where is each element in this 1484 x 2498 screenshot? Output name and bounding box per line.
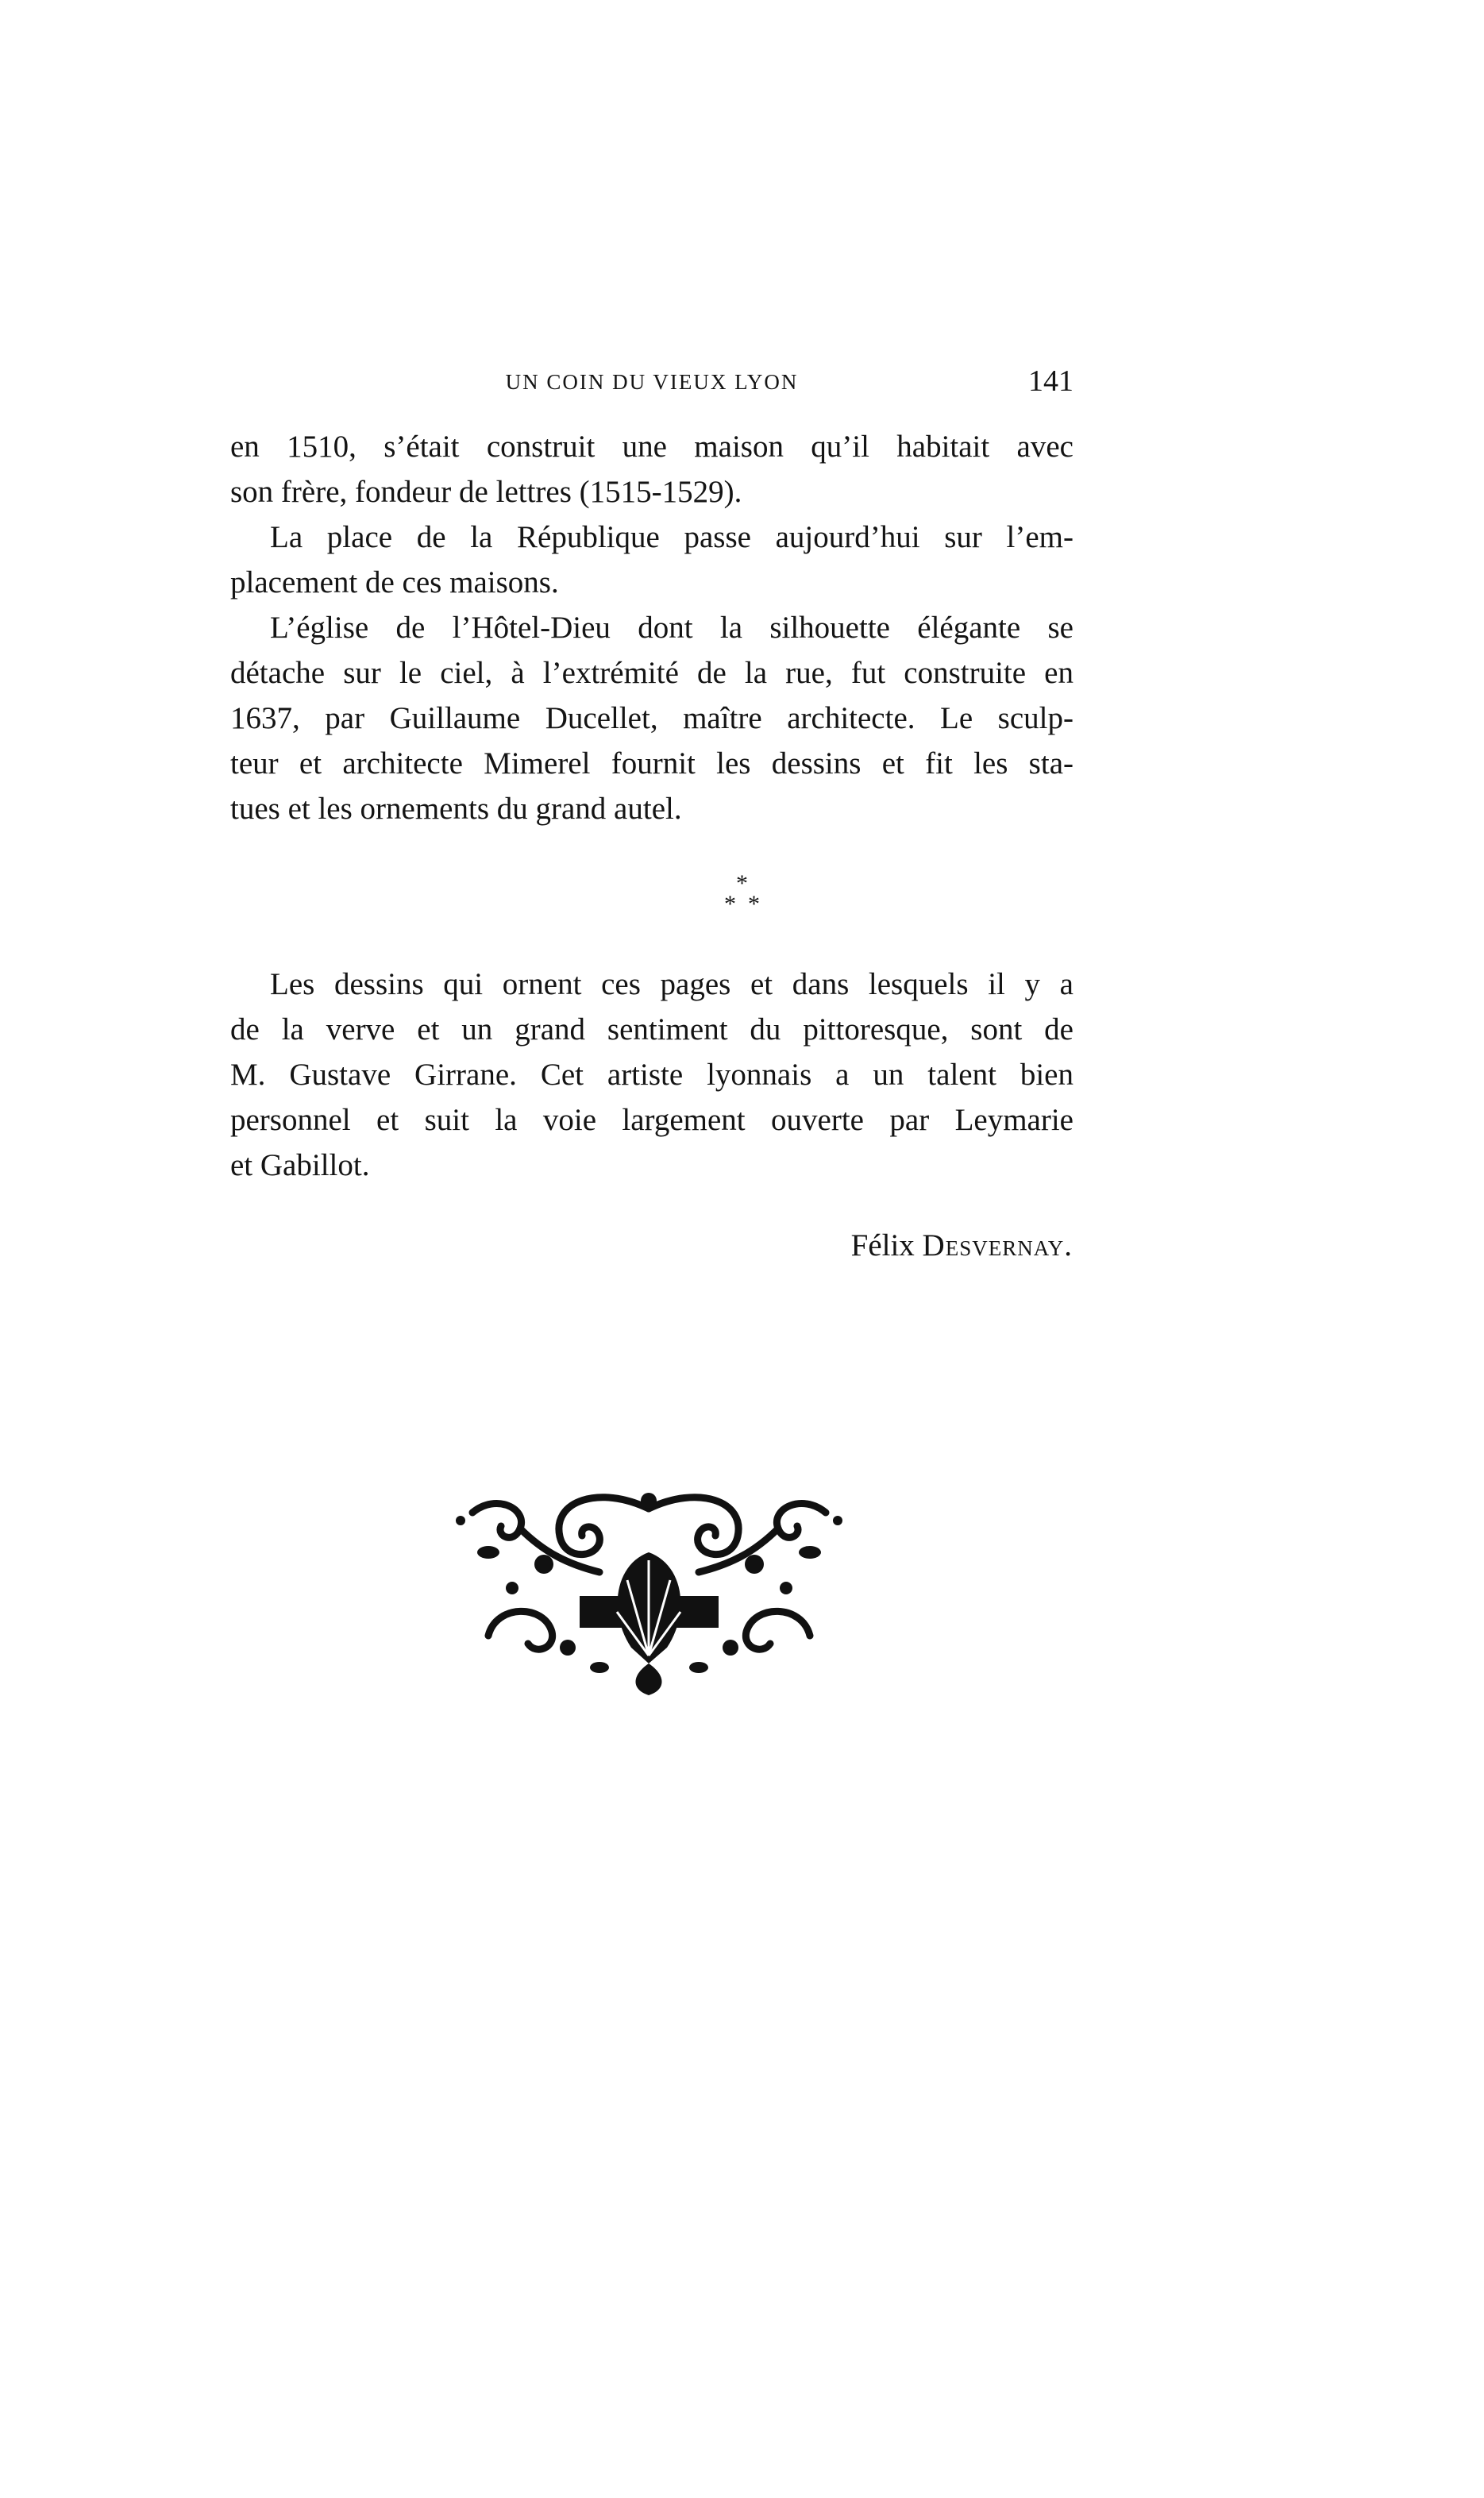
author-last-name: Desvernay. xyxy=(922,1228,1073,1262)
page-number: 141 xyxy=(1028,364,1073,398)
text-line: L’église de l’Hôtel-Dieu dont la silhouette élégante se xyxy=(270,611,1073,645)
text-line: de la verve et un grand sentiment du pittoresque, sont de xyxy=(230,1012,1073,1047)
text-line: Les dessins qui ornent ces pages et dans lesquels il y a xyxy=(270,967,1073,1001)
asterism-top: * xyxy=(736,870,748,896)
text-line: personnel et suit la voie largement ouverte par Leymarie xyxy=(230,1103,1073,1137)
text-line: en 1510, s’était construit une maison qu’il habitait avec xyxy=(230,430,1073,464)
text-line: 1637, par Guillaume Ducellet, maître architecte. Le sculp- xyxy=(230,701,1073,735)
text-line: placement de ces maisons. xyxy=(230,565,559,599)
text-line: La place de la République passe aujourd’hui sur l’em- xyxy=(270,520,1073,554)
text-line: tues et les ornements du grand autel. xyxy=(230,792,682,826)
decorative-ornament-icon xyxy=(441,1477,858,1699)
body-text-top xyxy=(230,424,1073,831)
author-first-name: Félix xyxy=(850,1228,915,1262)
asterism-bottom: * * xyxy=(724,891,760,917)
section-separator-asterism xyxy=(0,870,1484,917)
author-signature xyxy=(851,1228,1073,1263)
body-text-bottom xyxy=(230,962,1073,1188)
running-title: UN COIN DU VIEUX LYON xyxy=(505,370,799,394)
text-line: son frère, fondeur de lettres (1515-1529). xyxy=(230,475,742,509)
text-line: M. Gustave Girrane. Cet artiste lyonnais a un talent bien xyxy=(230,1058,1073,1092)
text-line: et Gabillot. xyxy=(230,1148,370,1182)
page-header xyxy=(230,364,1073,403)
text-line: détache sur le ciel, à l’extrémité de la rue, fut construite en xyxy=(230,656,1073,690)
text-line: teur et architecte Mimerel fournit les dessins et fit les sta- xyxy=(230,746,1073,781)
